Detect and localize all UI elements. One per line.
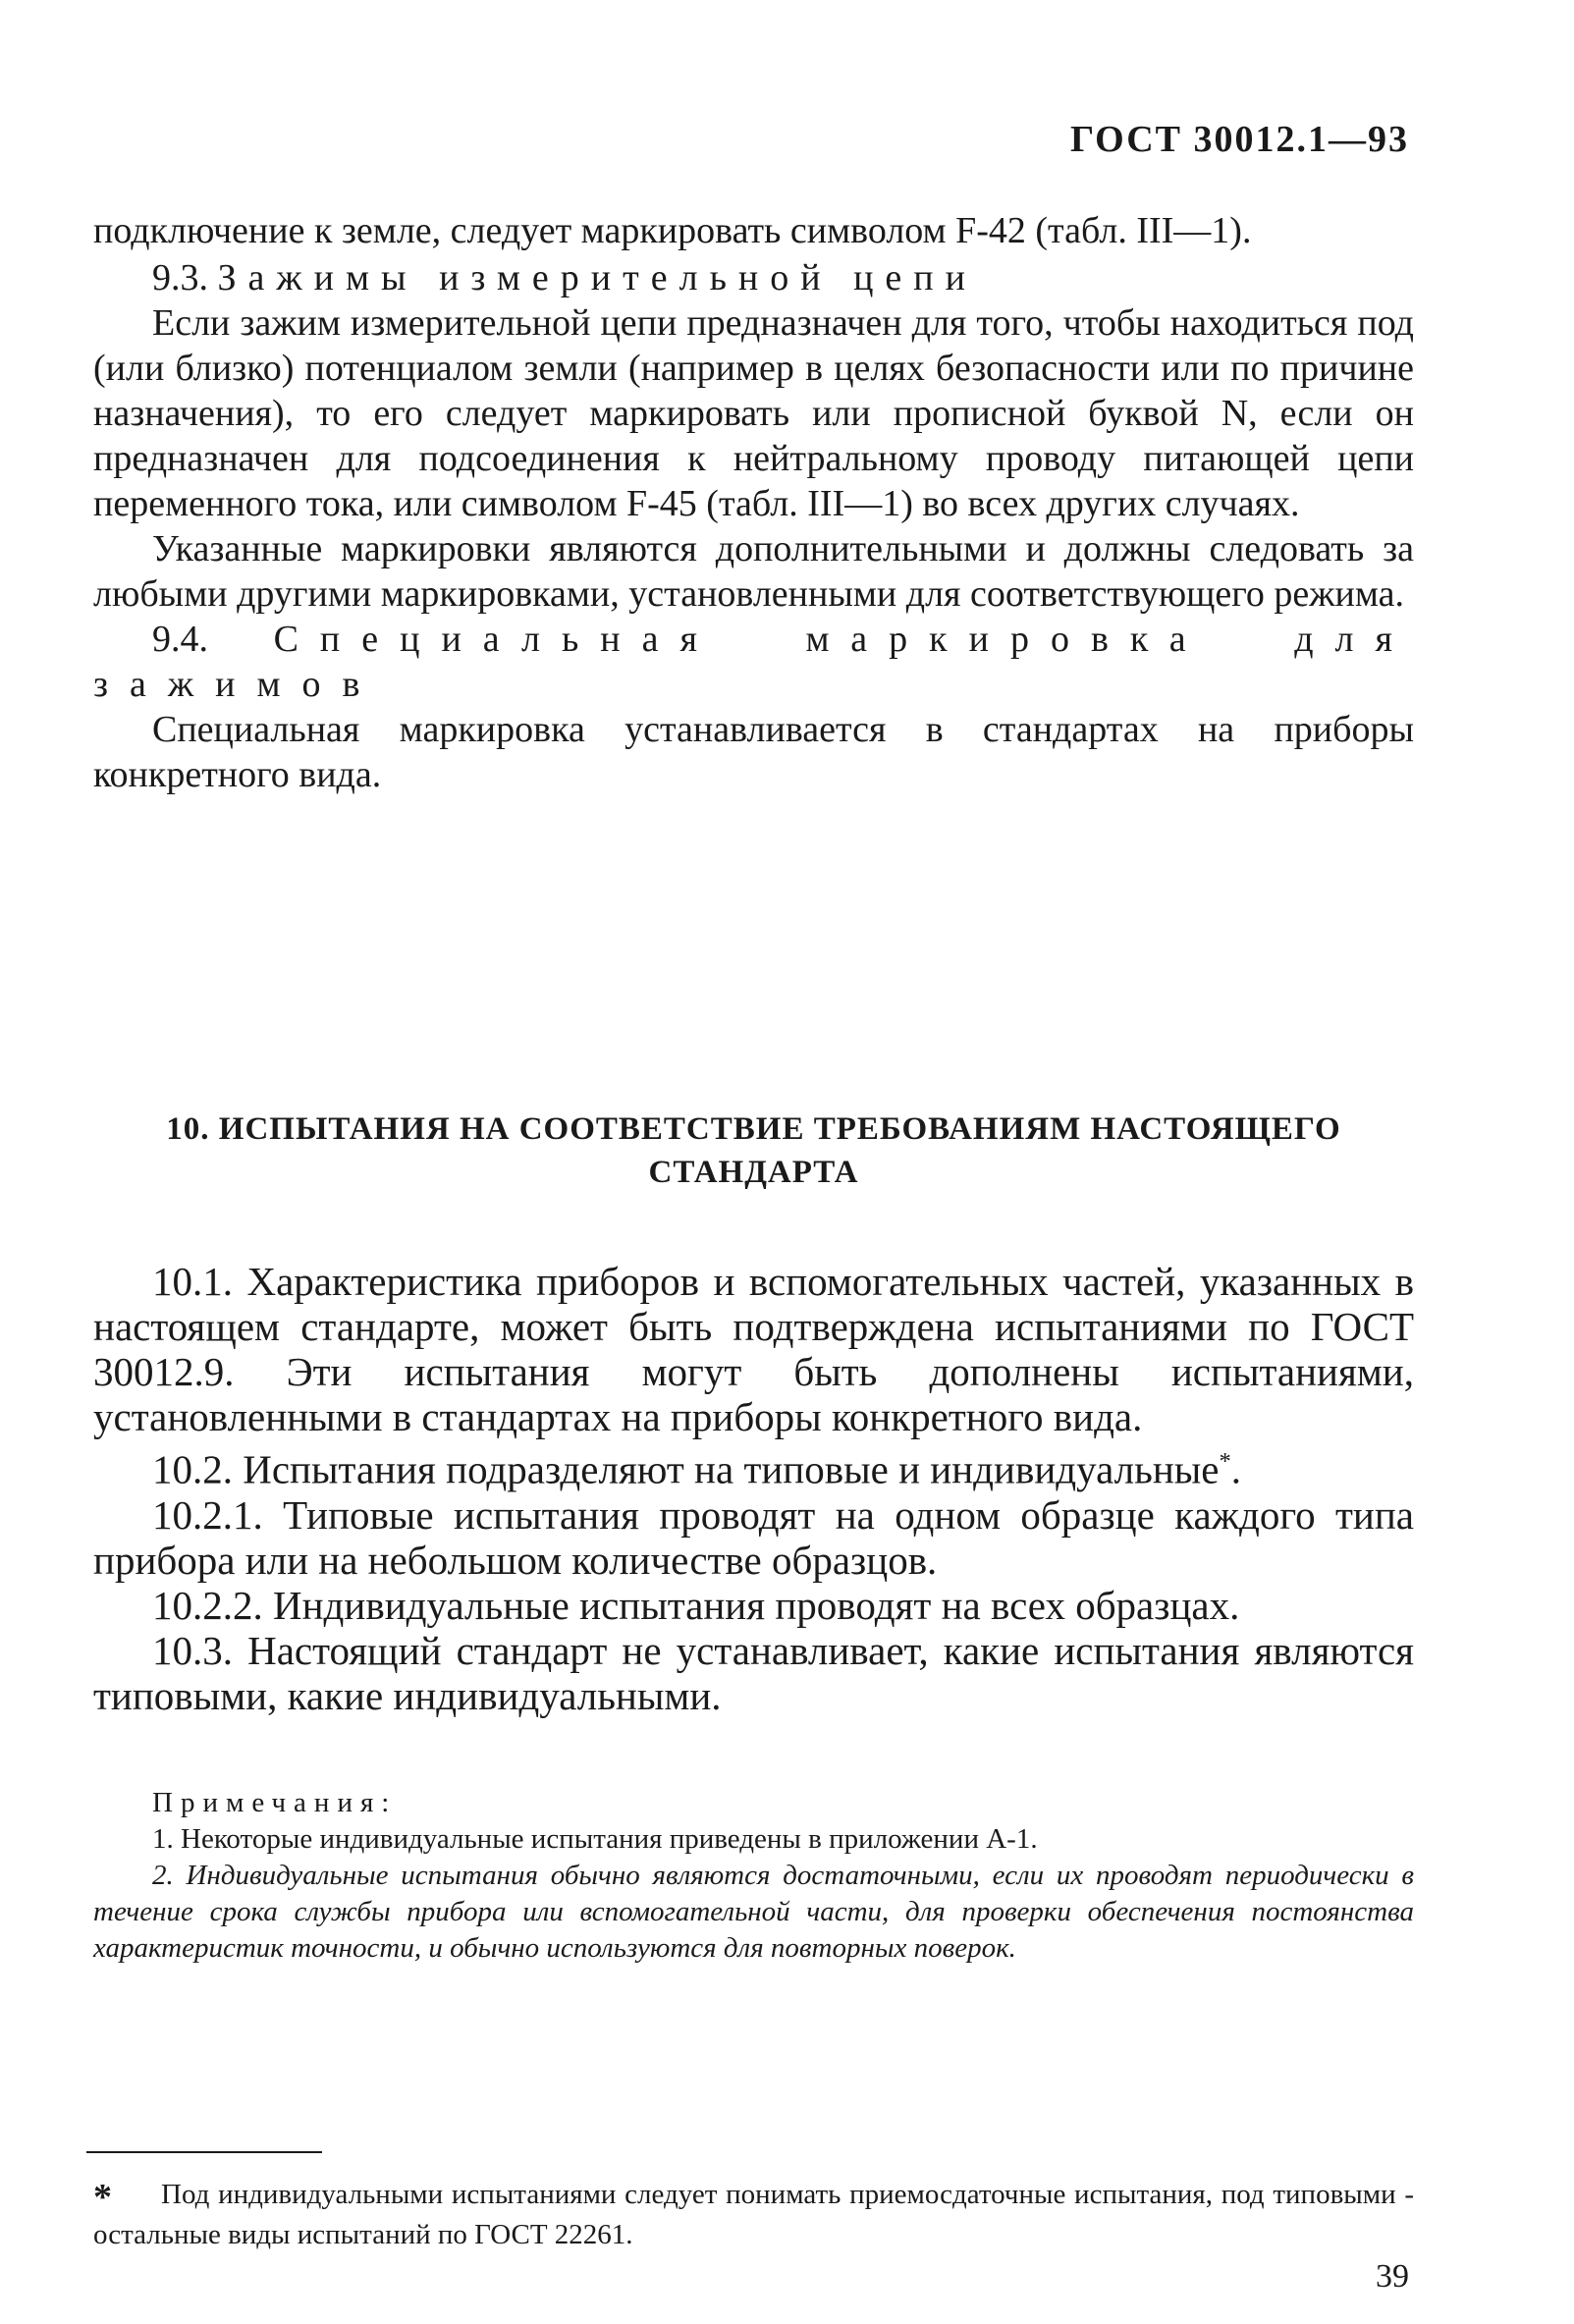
footnote-paragraph (93, 2176, 1414, 2253)
footnote-divider (86, 2151, 322, 2153)
note-2: 2. Индивидуальные испытания обычно являются достаточными, если их проводят периодически в течение срока службы прибора или вспомогательной части, для проверки обеспечения постоянства характеристик точности, и обычно используются для повторных поверок. (93, 1860, 1414, 1964)
para-10-2-1: 10.2.1. Типовые испытания проводят на одном образце каждого типа прибора или на небольшом количестве образцов. (93, 1491, 1414, 1583)
section-9-4-heading (93, 617, 1414, 707)
section-9-block (93, 208, 1414, 797)
section-10-title: 10. ИСПЫТАНИЯ НА СООТВЕТСТВИЕ ТРЕБОВАНИЯМ НАСТОЯЩЕГО СТАНДАРТА (166, 1111, 1341, 1190)
notes-block (93, 1785, 1414, 1967)
section-9-3-title: Зажимы измерительной цепи (217, 257, 977, 298)
para-10-2 (93, 1439, 1414, 1492)
para-10-3: 10.3. Настоящий стандарт не устанавливает, какие испытания являются типовыми, какие индивидуальными. (93, 1627, 1414, 1718)
page-number: 39 (1376, 2258, 1409, 2295)
footnote-reference: * (1219, 1448, 1231, 1475)
section-9-4-number: 9.4. (152, 619, 208, 660)
footnote (93, 2176, 1414, 2253)
note-1: 1. Некоторые индивидуальные испытания приведены в приложении А-1. (152, 1823, 1038, 1855)
section-9-3-para2: Указанные маркировки являются дополнительными и должны следовать за любыми другими маркировками, установленными для соответствующего режима. (93, 528, 1414, 615)
para-10-2-2: 10.2.2. Индивидуальные испытания проводят на всех образцах. (152, 1582, 1240, 1628)
section-9-3-number: 9.3. (152, 257, 208, 298)
section-9-4-title: Специальная маркировка для зажимов (93, 619, 1414, 705)
section-9-3-heading (93, 255, 1414, 300)
para-10-2-text: 10.2. Испытания подразделяют на типовые и индивидуальные (152, 1446, 1220, 1492)
notes-label: Примечания: (152, 1787, 398, 1818)
section-9-4-para1: Специальная маркировка устанавливается в стандартах на приборы конкретного вида. (93, 709, 1414, 795)
footnote-mark: * (93, 2177, 112, 2218)
para-10-2-period: . (1230, 1446, 1242, 1492)
footnote-text: Под индивидуальными испытаниями следует понимать приемосдаточные испытания, под типовыми - остальные виды испытаний по ГОСТ 22261. (93, 2179, 1414, 2250)
section-10-block (93, 1259, 1414, 1718)
top-paragraph: подключение к земле, следует маркировать символом F-42 (табл. III—1). (93, 210, 1252, 251)
section-9-3-para1: Если зажим измерительной цепи предназначен для того, чтобы находиться под (или близко) потенциалом земли (например в целях безопасности или по причине назначения), то его следует маркировать или прописной буквой N, если он предназначен для подсоединения к нейтральному проводу питающей цепи переменного тока, или символом F-45 (табл. III—1) во всех других случаях. (93, 302, 1414, 524)
para-10-1: 10.1. Характеристика приборов и вспомогательных частей, указанных в настоящем стандарте, может быть подтверждена испытаниями по ГОСТ 30012.9. Эти испытания могут быть дополнены испытаниями, установленными в стандартах на приборы конкретного вида. (93, 1259, 1414, 1439)
page-header: ГОСТ 30012.1—93 (1069, 119, 1409, 160)
